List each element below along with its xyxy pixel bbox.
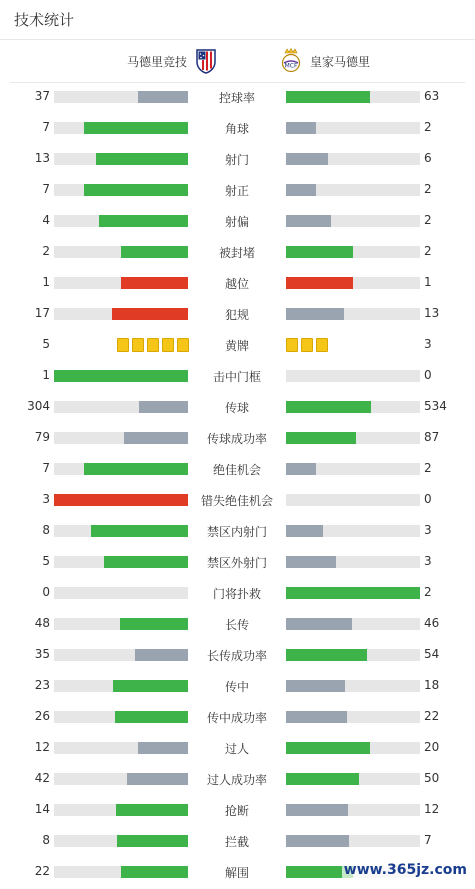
home-stat-value: 7 [42, 461, 50, 475]
home-stat-bar [54, 866, 188, 878]
home-stat-fill [54, 494, 188, 506]
away-stat-bar [286, 184, 420, 196]
away-stat-value: 2 [424, 213, 432, 227]
home-stat-bar [54, 742, 188, 754]
away-stat-value: 46 [424, 616, 440, 630]
home-team-name: 马德里竞技 [126, 54, 187, 69]
away-stat-fill [286, 184, 316, 196]
stat-row [0, 422, 475, 453]
home-stat-value: 22 [34, 864, 50, 878]
away-stat-fill [286, 246, 353, 258]
stat-label: 控球率 [218, 91, 255, 105]
home-stat-value: 1 [42, 275, 50, 289]
home-stat-value: 13 [34, 151, 50, 165]
yellow-card-icon [301, 338, 313, 352]
home-stat-fill [99, 215, 188, 227]
home-stat-bar [54, 835, 188, 847]
home-stat-bar [54, 153, 188, 165]
home-stat-value: 4 [42, 213, 50, 227]
home-stat-bar [54, 525, 188, 537]
stat-row [0, 298, 475, 329]
page-title: 技术统计 [14, 11, 75, 29]
stat-label: 越位 [224, 277, 249, 291]
stat-row [0, 608, 475, 639]
home-stat-fill [96, 153, 188, 165]
stat-label: 传球成功率 [206, 432, 267, 446]
away-stat-bar [286, 246, 420, 258]
svg-text:MCF: MCF [284, 62, 298, 70]
home-stat-bar [54, 556, 188, 568]
stat-row [0, 329, 475, 360]
away-stat-fill [286, 618, 352, 630]
home-stat-value: 12 [34, 740, 50, 754]
home-yellow-cards [117, 338, 189, 352]
away-stat-fill [286, 122, 316, 134]
away-stat-value: 3 [424, 337, 432, 351]
home-stat-bar [54, 711, 188, 723]
away-stat-fill [286, 153, 328, 165]
stat-row [0, 360, 475, 391]
stat-label: 犯规 [224, 308, 249, 322]
home-stat-fill [121, 277, 188, 289]
home-stat-value: 48 [34, 616, 50, 630]
away-stat-fill [286, 680, 345, 692]
stat-row [0, 81, 475, 112]
home-stat-bar [54, 277, 188, 289]
away-stat-fill [286, 432, 356, 444]
stat-label: 传中成功率 [206, 711, 267, 725]
home-stat-value: 304 [27, 399, 50, 413]
away-stat-fill [286, 649, 367, 661]
home-stat-fill [104, 556, 188, 568]
home-stat-bar [54, 246, 188, 258]
stat-label: 传球 [224, 401, 249, 415]
away-stat-value: 1 [424, 275, 432, 289]
stats-list [0, 83, 475, 889]
away-stat-bar [286, 215, 420, 227]
home-stat-bar [54, 494, 188, 506]
away-team[interactable] [280, 40, 370, 82]
home-stat-value: 79 [34, 430, 50, 444]
yellow-card-icon [117, 338, 129, 352]
away-stat-fill [286, 773, 359, 785]
away-stat-fill [286, 711, 347, 723]
home-stat-value: 3 [42, 492, 50, 506]
stat-row [0, 484, 475, 515]
stat-row [0, 112, 475, 143]
away-stat-bar [286, 91, 420, 103]
stat-row [0, 763, 475, 794]
away-stat-fill [286, 556, 336, 568]
away-stat-value: 2 [424, 244, 432, 258]
stat-row [0, 546, 475, 577]
home-stat-value: 26 [34, 709, 50, 723]
away-stat-value: 0 [424, 368, 432, 382]
away-stat-value: 12 [424, 802, 440, 816]
home-stat-value: 1 [42, 368, 50, 382]
stat-row [0, 732, 475, 763]
home-stat-value: 0 [42, 585, 50, 599]
home-stat-fill [127, 773, 188, 785]
away-stat-value: 50 [424, 771, 440, 785]
home-stat-value: 37 [34, 89, 50, 103]
home-stat-value: 23 [34, 678, 50, 692]
stat-label: 过人 [224, 742, 249, 756]
away-stat-bar [286, 277, 420, 289]
away-stat-bar [286, 587, 420, 599]
away-stat-bar [286, 122, 420, 134]
stat-row [0, 143, 475, 174]
away-stat-value: 2 [424, 120, 432, 134]
away-stat-bar [286, 835, 420, 847]
away-stat-value: 7 [424, 833, 432, 847]
home-stat-bar [54, 401, 188, 413]
stat-label: 黄牌 [224, 339, 249, 353]
home-stat-fill [138, 91, 188, 103]
home-stat-fill [113, 680, 188, 692]
stat-label: 传中 [224, 680, 249, 694]
away-stat-bar [286, 432, 420, 444]
home-stat-bar [54, 215, 188, 227]
away-stat-value: 54 [424, 647, 440, 661]
stat-label: 解围 [224, 866, 249, 880]
home-stat-bar [54, 618, 188, 630]
stat-label: 射门 [224, 153, 249, 167]
away-stat-fill [286, 804, 348, 816]
home-stat-value: 8 [42, 833, 50, 847]
home-stat-fill [112, 308, 188, 320]
stat-label: 射偏 [224, 215, 249, 229]
home-stat-bar [54, 680, 188, 692]
stat-row [0, 577, 475, 608]
home-stat-bar [54, 184, 188, 196]
away-stat-bar [286, 401, 420, 413]
teams-header [10, 40, 465, 83]
stat-label: 长传成功率 [206, 649, 267, 663]
away-stat-fill [286, 525, 323, 537]
watermark: www.365jz.com [343, 862, 467, 878]
stat-label: 长传 [224, 618, 249, 632]
away-stat-bar [286, 680, 420, 692]
away-stat-fill [286, 463, 316, 475]
away-team-name: 皇家马德里 [310, 54, 371, 69]
stat-label: 门将扑救 [212, 587, 261, 601]
away-stat-bar [286, 618, 420, 630]
away-stat-value: 2 [424, 585, 432, 599]
home-stat-fill [138, 742, 188, 754]
away-stat-fill [286, 91, 370, 103]
stat-row [0, 639, 475, 670]
away-stat-value: 87 [424, 430, 440, 444]
home-stat-value: 5 [42, 337, 50, 351]
yellow-card-icon [286, 338, 298, 352]
home-stat-bar [54, 773, 188, 785]
stat-label: 射正 [224, 184, 249, 198]
home-stat-fill [116, 804, 188, 816]
home-stat-value: 2 [42, 244, 50, 258]
home-stat-value: 17 [34, 306, 50, 320]
home-stat-fill [121, 866, 188, 878]
stat-row [0, 391, 475, 422]
stat-label: 过人成功率 [206, 773, 267, 787]
atletico-madrid-crest-icon [195, 48, 217, 74]
stat-row [0, 453, 475, 484]
home-stat-bar [54, 463, 188, 475]
away-stat-fill [286, 587, 420, 599]
yellow-card-icon [147, 338, 159, 352]
away-stat-value: 6 [424, 151, 432, 165]
stat-label: 被封堵 [218, 246, 255, 260]
home-stat-fill [121, 246, 188, 258]
away-stat-bar [286, 153, 420, 165]
home-stat-bar [54, 122, 188, 134]
away-stat-bar [286, 711, 420, 723]
stat-row [0, 267, 475, 298]
away-stat-fill [286, 401, 371, 413]
away-stat-bar [286, 742, 420, 754]
home-stat-fill [124, 432, 188, 444]
home-stat-fill [91, 525, 188, 537]
away-stat-bar [286, 804, 420, 816]
stat-label: 禁区外射门 [206, 556, 267, 570]
away-stat-bar [286, 370, 420, 382]
home-stat-fill [84, 184, 188, 196]
title-bar [0, 0, 475, 40]
away-yellow-cards [286, 338, 328, 352]
stat-label: 击中门框 [212, 370, 261, 384]
away-stat-value: 22 [424, 709, 440, 723]
home-stat-value: 14 [34, 802, 50, 816]
stat-row [0, 205, 475, 236]
yellow-card-icon [177, 338, 189, 352]
stat-label: 角球 [224, 122, 249, 136]
home-stat-fill [84, 122, 188, 134]
away-stat-value: 0 [424, 492, 432, 506]
stat-row [0, 701, 475, 732]
home-team[interactable] [127, 40, 217, 82]
home-stat-fill [120, 618, 188, 630]
home-stat-value: 42 [34, 771, 50, 785]
yellow-card-icon [132, 338, 144, 352]
home-stat-value: 7 [42, 120, 50, 134]
stat-row [0, 794, 475, 825]
stat-row [0, 670, 475, 701]
home-stat-fill [135, 649, 188, 661]
home-stat-value: 8 [42, 523, 50, 537]
stat-row [0, 825, 475, 856]
home-stat-bar [54, 649, 188, 661]
home-stat-bar [54, 308, 188, 320]
yellow-card-icon [162, 338, 174, 352]
home-stat-bar [54, 432, 188, 444]
stat-label: 抢断 [224, 804, 249, 818]
home-stat-fill [84, 463, 188, 475]
yellow-card-icon [316, 338, 328, 352]
home-stat-fill [54, 370, 188, 382]
stat-row [0, 174, 475, 205]
home-stat-bar [54, 804, 188, 816]
away-stat-bar [286, 773, 420, 785]
away-stat-bar [286, 525, 420, 537]
stat-label: 拦截 [224, 835, 249, 849]
away-stat-bar [286, 308, 420, 320]
stat-label: 禁区内射门 [206, 525, 267, 539]
home-stat-value: 5 [42, 554, 50, 568]
real-madrid-crest-icon [280, 48, 302, 74]
away-stat-bar [286, 463, 420, 475]
away-stat-value: 18 [424, 678, 440, 692]
home-stat-value: 35 [34, 647, 50, 661]
stat-row [0, 515, 475, 546]
away-stat-value: 20 [424, 740, 440, 754]
stat-row [0, 236, 475, 267]
away-stat-value: 534 [424, 399, 447, 413]
home-stat-bar [54, 587, 188, 599]
home-stat-fill [117, 835, 188, 847]
stat-label: 错失绝佳机会 [200, 494, 273, 508]
away-stat-value: 3 [424, 523, 432, 537]
away-stat-fill [286, 835, 349, 847]
home-stat-value: 7 [42, 182, 50, 196]
away-stat-fill [286, 742, 370, 754]
away-stat-bar [286, 494, 420, 506]
away-stat-value: 2 [424, 182, 432, 196]
home-stat-fill [115, 711, 188, 723]
home-stat-bar [54, 91, 188, 103]
away-stat-value: 63 [424, 89, 440, 103]
home-stat-bar [54, 370, 188, 382]
stat-label: 绝佳机会 [212, 463, 261, 477]
home-stat-fill [139, 401, 188, 413]
away-stat-fill [286, 277, 353, 289]
away-stat-bar [286, 556, 420, 568]
away-stat-fill [286, 308, 344, 320]
away-stat-value: 13 [424, 306, 440, 320]
away-stat-bar [286, 649, 420, 661]
away-stat-value: 3 [424, 554, 432, 568]
away-stat-fill [286, 215, 331, 227]
away-stat-value: 2 [424, 461, 432, 475]
